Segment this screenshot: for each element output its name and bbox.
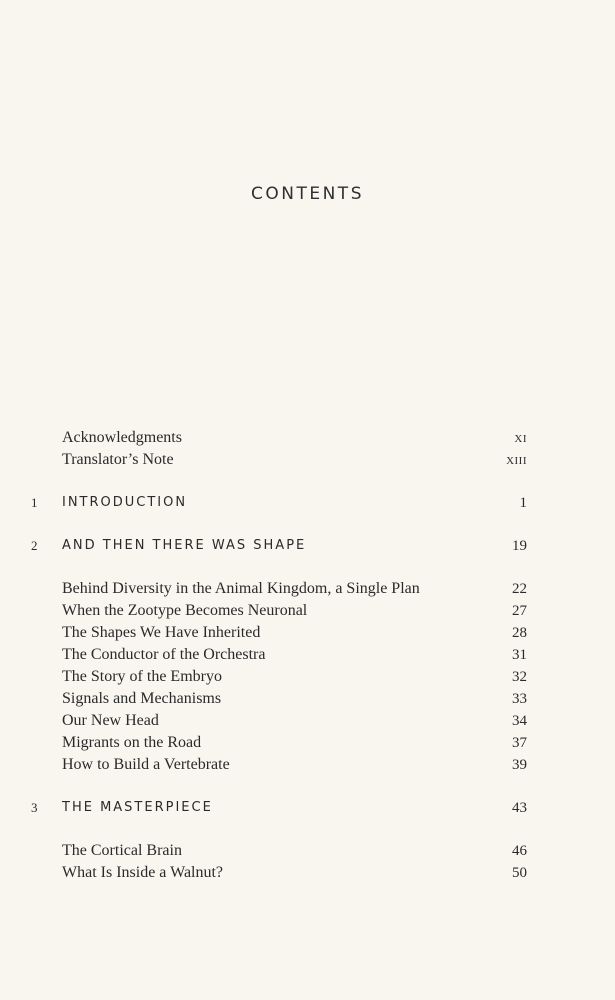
spacer (0, 471, 615, 492)
page-number: 22 (512, 581, 527, 597)
chapter-number: 1 (31, 495, 38, 510)
chapter-entry[interactable] (0, 797, 615, 819)
page-number: xiii (506, 452, 527, 468)
table-of-contents (0, 427, 615, 884)
page-number: 43 (512, 800, 527, 816)
entry-title: How to Build a Vertebrate (62, 756, 230, 773)
entry-title: The Shapes We Have Inherited (62, 624, 261, 641)
page-number: 37 (512, 735, 527, 751)
section-entry[interactable] (0, 688, 615, 710)
section-entry[interactable] (0, 666, 615, 688)
section-entry[interactable] (0, 732, 615, 754)
section-entry[interactable] (0, 578, 615, 600)
page-number: 32 (512, 669, 527, 685)
entry-title: Translator’s Note (62, 451, 174, 468)
page-number: 27 (512, 603, 527, 619)
spacer (0, 514, 615, 535)
page-number: 28 (512, 625, 527, 641)
section-entry[interactable] (0, 840, 615, 862)
entry-title: Our New Head (62, 712, 159, 729)
page-number: 34 (512, 713, 527, 729)
entry-title: AND THEN THERE WAS SHAPE (62, 538, 307, 553)
page-number: 1 (519, 495, 527, 511)
section-entry[interactable] (0, 710, 615, 732)
entry-title: The Conductor of the Orchestra (62, 646, 266, 663)
entry-title: Migrants on the Road (62, 734, 202, 751)
front-matter-entry[interactable] (0, 427, 615, 449)
entry-title: THE MASTERPIECE (62, 800, 213, 815)
section-entry[interactable] (0, 644, 615, 666)
chapter-entry[interactable] (0, 535, 615, 557)
spacer (0, 557, 615, 578)
spacer (0, 776, 615, 797)
chapter-number: 3 (31, 800, 38, 815)
page-title: CONTENTS (251, 184, 364, 204)
entry-title: The Story of the Embryo (62, 668, 222, 685)
chapter-entry[interactable] (0, 492, 615, 514)
section-entry[interactable] (0, 622, 615, 644)
page-number: 46 (512, 843, 527, 859)
page-number: xi (514, 430, 527, 446)
section-entry[interactable] (0, 600, 615, 622)
entry-title: Behind Diversity in the Animal Kingdom, a Single Plan (62, 580, 420, 597)
page-number: 31 (512, 647, 527, 663)
page-number: 50 (512, 865, 527, 881)
entry-title: The Cortical Brain (62, 842, 182, 859)
page-number: 19 (512, 538, 527, 554)
page-number: 33 (512, 691, 527, 707)
entry-title: When the Zootype Becomes Neuronal (62, 602, 308, 619)
entry-title: What Is Inside a Walnut? (62, 864, 224, 881)
front-matter-entry[interactable] (0, 449, 615, 471)
entry-title: Signals and Mechanisms (62, 690, 222, 707)
entry-title: Acknowledgments (62, 429, 182, 446)
section-entry[interactable] (0, 754, 615, 776)
spacer (0, 819, 615, 840)
section-entry[interactable] (0, 862, 615, 884)
chapter-number: 2 (31, 538, 38, 553)
entry-title: INTRODUCTION (62, 495, 188, 510)
page-number: 39 (512, 757, 527, 773)
